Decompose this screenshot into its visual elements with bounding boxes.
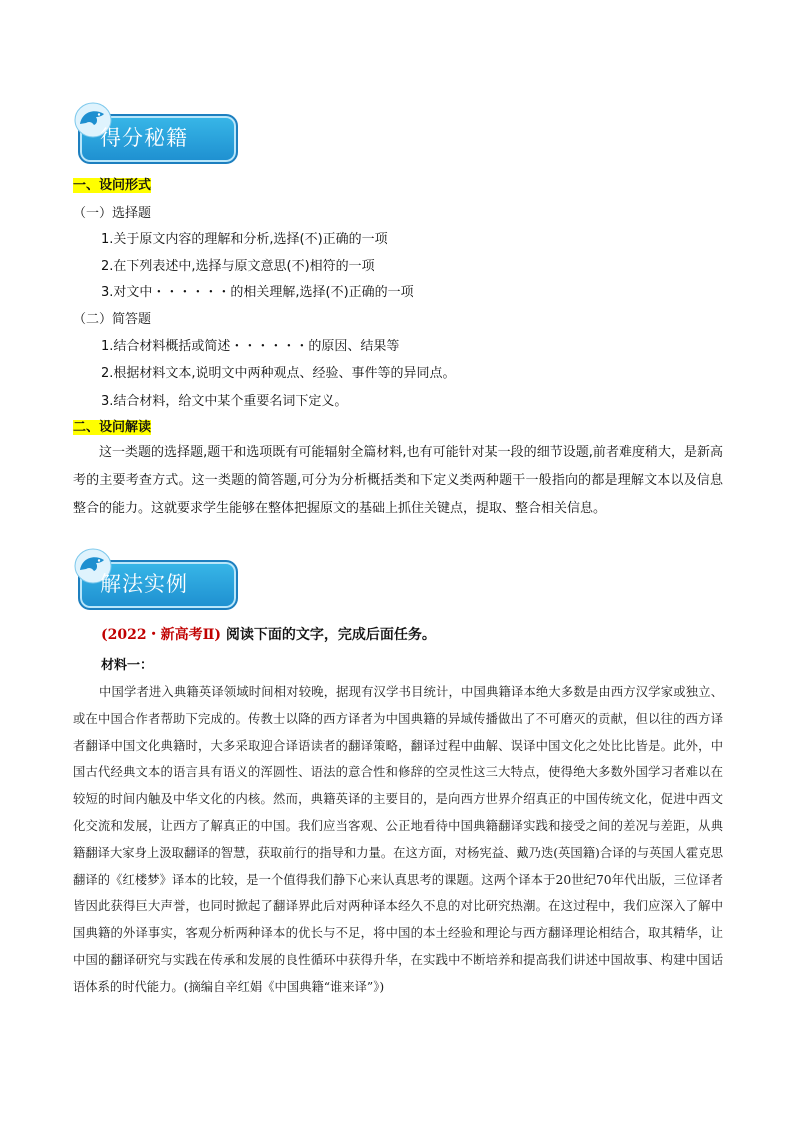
- subsection-short-answer: （二）简答题: [73, 312, 152, 327]
- exam-source: (2022・新高考Ⅱ): [101, 627, 222, 643]
- list-item: 3.结合材料，给文中某个重要名词下定义。: [101, 394, 348, 409]
- subsection-choice: （一）选择题: [73, 206, 152, 221]
- section2-paragraph: 这一类题的选择题,题干和选项既有可能辐射全篇材料,也有可能针对某一段的细节设题,前者难度稍大，是新高考的主要考查方式。这一类题的简答题,可分为分析概括类和下定义类两种题干一般指向的都是理解文本以及信息整合的能力。这就要求学生能够在整体把握原文的基础上抓住关键点，提取、整合相关信息。: [73, 445, 723, 516]
- example-instruction: 阅读下面的文字，完成后面任务。: [225, 627, 436, 643]
- material-label: 材料一：: [101, 658, 154, 673]
- banner-title: 得分秘籍: [100, 126, 188, 150]
- banner-title: 解法实例: [100, 572, 188, 596]
- score-tips-banner: [62, 100, 242, 162]
- list-item: 1.结合材料概括或简述・・・・・・的原因、结果等: [101, 339, 400, 354]
- list-item: 2.根据材料文本,说明文中两种观点、经验、事件等的异同点。: [101, 366, 456, 381]
- list-item: 2.在下列表述中,选择与原文意思(不)相符的一项: [101, 259, 375, 274]
- section2-heading: 二、设问解读: [73, 420, 152, 435]
- list-item: 3.对文中・・・・・・的相关理解,选择(不)正确的一项: [101, 285, 414, 300]
- section1-heading: 一、设问形式: [73, 178, 152, 193]
- list-item: 1.关于原文内容的理解和分析,选择(不)正确的一项: [101, 232, 388, 247]
- example-title: [101, 624, 436, 644]
- solution-examples-banner: [62, 546, 242, 608]
- material-text: 中国学者进入典籍英译领域时间相对较晚，据现有汉学书目统计，中国典籍译本绝大多数是由西方汉学家或独立、或在中国合作者帮助下完成的。传教士以降的西方译者为中国典籍的异域传播做出了不可磨灭的贡献，但以往的西方译者翻译中国文化典籍时，大多采取迎合译语读者的翻译策略，翻译过程中曲解、误译中国文化之处比比皆是。此外，中国古代经典文本的语言具有语义的浑圆性、语法的意合性和修辞的空灵性这三大特点，使得绝大多数外国学习者难以在较短的时间内触及中华文化的内核。然而，典籍英译的主要目的，是向西方世界介绍真正的中国传统文化，促进中西文化交流和发展，让西方了解真正的中国。我们应当客观、公正地看待中国典籍翻译实践和接受之间的差况与差距，从典籍翻译大家身上汲取翻译的智慧，获取前行的指导和力量。在这方面，对杨宪益、戴乃迭(英国籍)合译的与英国人霍克思翻译的《红楼梦》译本的比较，是一个值得我们静下心来认真思考的课题。这两个译本于20世纪70年代出版，三位译者皆因此获得巨大声誉，也同时掀起了翻译界此后对两种译本经久不息的对比研究热潮。在这过程中，我们应深入了解中国典籍的外译事实，客观分析两种译本的优长与不足，将中国的本土经验和理论与西方翻译理论相结合，取其精华，让中国的翻译研究与实践在传承和发展的良性循环中获得升华，在实践中不断培养和提高我们讲述中国故事、构建中国话语体系的时代能力。(摘编自辛红娟《中国典籍“谁来译”》): [73, 685, 723, 994]
